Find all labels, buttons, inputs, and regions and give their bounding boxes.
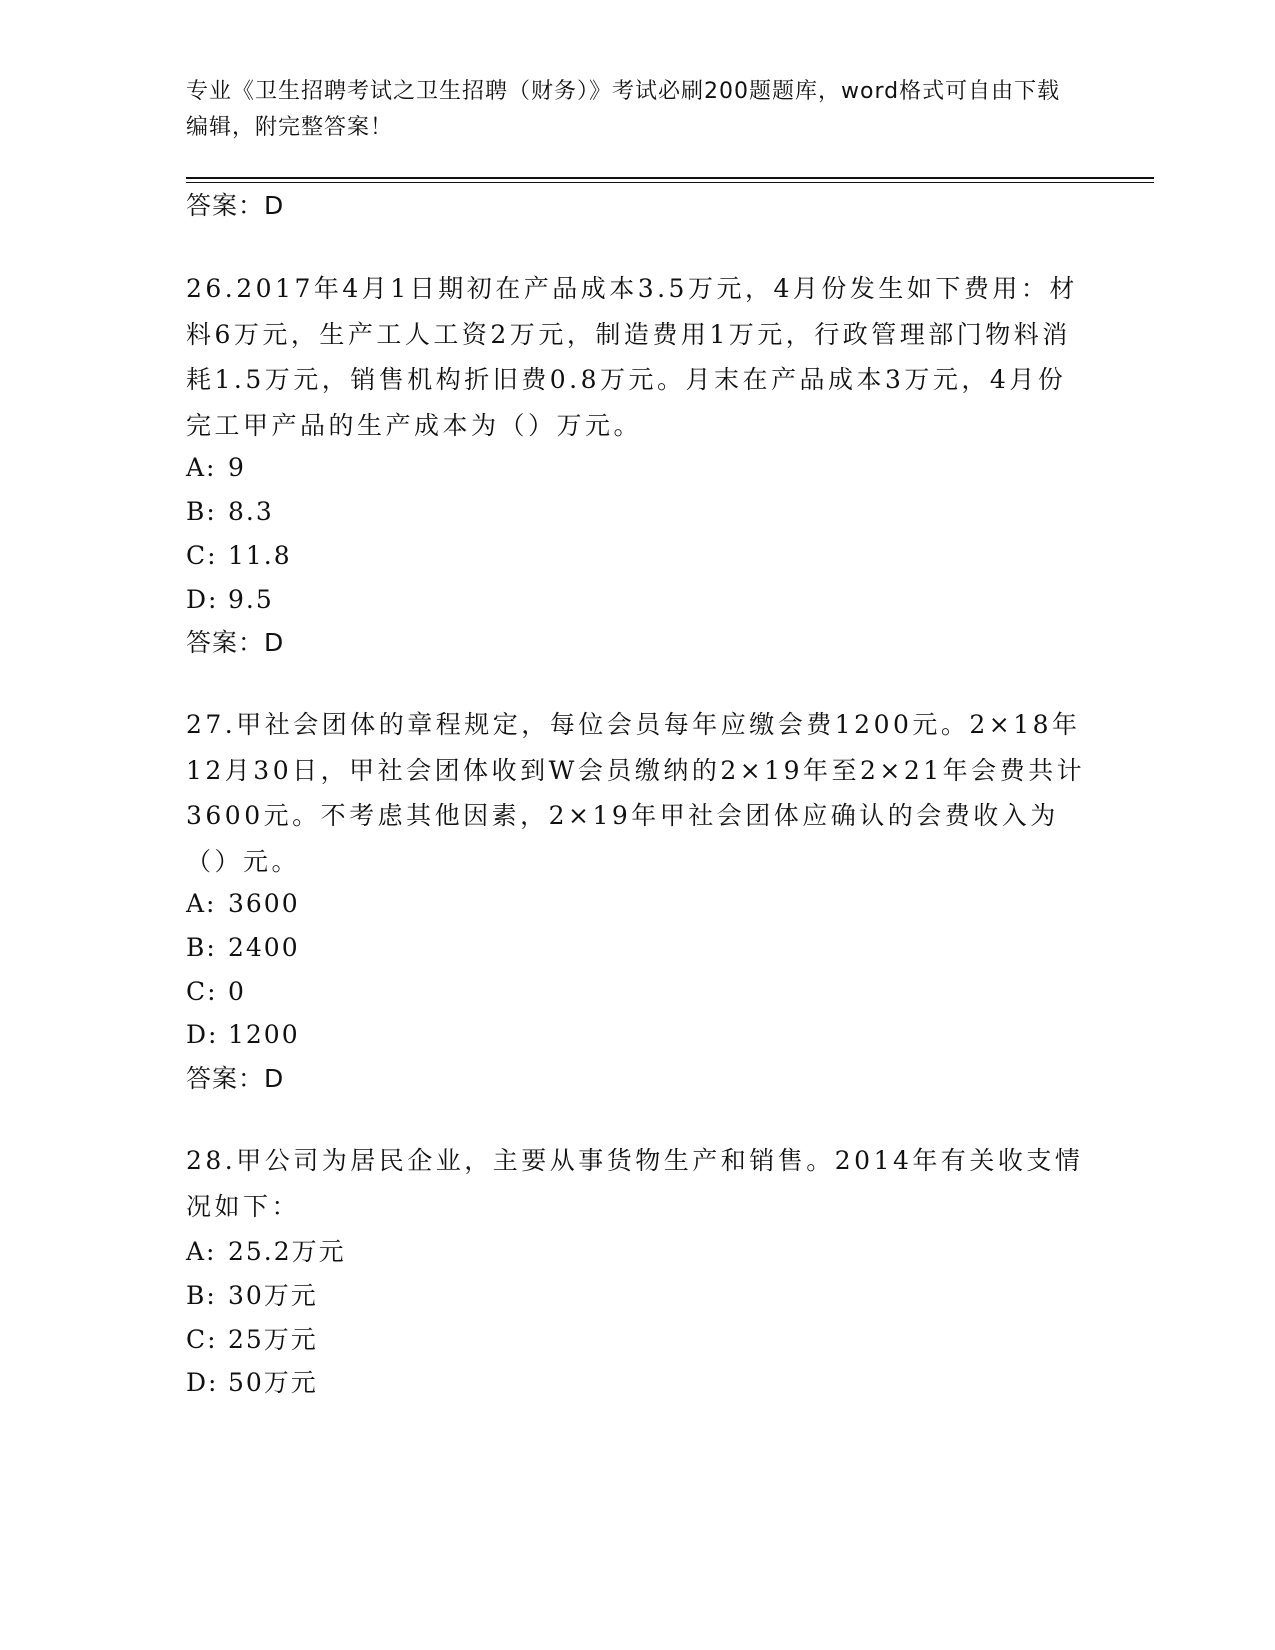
option-value: 1200: [228, 1020, 300, 1049]
option-value: 0: [228, 977, 246, 1006]
question-text: 26.2017年4月1日期初在产品成本3.5万元，4月份发生如下费用：材料6万元，生产工人工资2万元，制造费用1万元，行政管理部门物料消耗1.5万元，销售机构折旧费0.8万元。月末在产品成本3万元，4月份完工甲产品的生产成本为（）万元。: [186, 274, 1078, 440]
option-key: B:: [186, 933, 217, 962]
question-text: 28.甲公司为居民企业，主要从事货物生产和销售。2014年有关收支情况如下：: [186, 1146, 1084, 1221]
answer-line: [186, 627, 284, 659]
option-key: B:: [186, 1281, 217, 1310]
option-value: 2400: [228, 933, 300, 962]
option-key: C:: [186, 541, 218, 570]
option-a: [186, 888, 300, 920]
option-c: [186, 1324, 318, 1356]
option-key: A:: [186, 453, 217, 482]
document-header: 专业《卫生招聘考试之卫生招聘（财务）》考试必刷200题题库，word格式可自由下载编辑，附完整答案！: [186, 79, 1061, 140]
option-value: 50万元: [228, 1368, 318, 1397]
option-d: [186, 1019, 300, 1051]
option-d: [186, 584, 274, 616]
answer-line: [186, 190, 284, 222]
answer-label: 答案：: [186, 628, 265, 657]
option-value: 8.3: [228, 497, 274, 526]
option-key: C:: [186, 977, 218, 1006]
option-value: 3600: [228, 889, 300, 918]
option-key: D:: [186, 1368, 219, 1397]
question-text: 27.甲社会团体的章程规定，每位会员每年应缴会费1200元。2×18年12月30日，甲社会团体收到W会员缴纳的2×19年至2×21年会费共计3600元。不考虑其他因素，2×19年甲社会团体应确认的会费收入为（）元。: [186, 710, 1086, 876]
option-key: D:: [186, 1020, 219, 1049]
header-divider-thin: [186, 182, 1154, 183]
option-b: [186, 932, 300, 964]
header-divider: [186, 177, 1154, 179]
option-value: 30万元: [228, 1281, 318, 1310]
answer-label: 答案：: [186, 191, 265, 220]
option-value: 9.5: [228, 585, 274, 614]
option-key: A:: [186, 889, 217, 918]
option-d: [186, 1367, 318, 1399]
option-c: [186, 976, 246, 1008]
option-key: B:: [186, 497, 217, 526]
answer-value: D: [264, 191, 285, 220]
answer-line: [186, 1063, 284, 1095]
option-key: C:: [186, 1325, 218, 1354]
option-key: D:: [186, 585, 219, 614]
option-value: 25.2万元: [228, 1237, 346, 1266]
option-a: [186, 452, 246, 484]
answer-value: D: [264, 1064, 285, 1093]
option-value: 11.8: [228, 541, 292, 570]
option-c: [186, 540, 292, 572]
option-b: [186, 1280, 318, 1312]
answer-label: 答案：: [186, 1064, 265, 1093]
option-value: 9: [228, 453, 246, 482]
option-b: [186, 496, 274, 528]
option-a: [186, 1236, 346, 1268]
answer-value: D: [264, 628, 285, 657]
option-key: A:: [186, 1237, 217, 1266]
option-value: 25万元: [228, 1325, 318, 1354]
